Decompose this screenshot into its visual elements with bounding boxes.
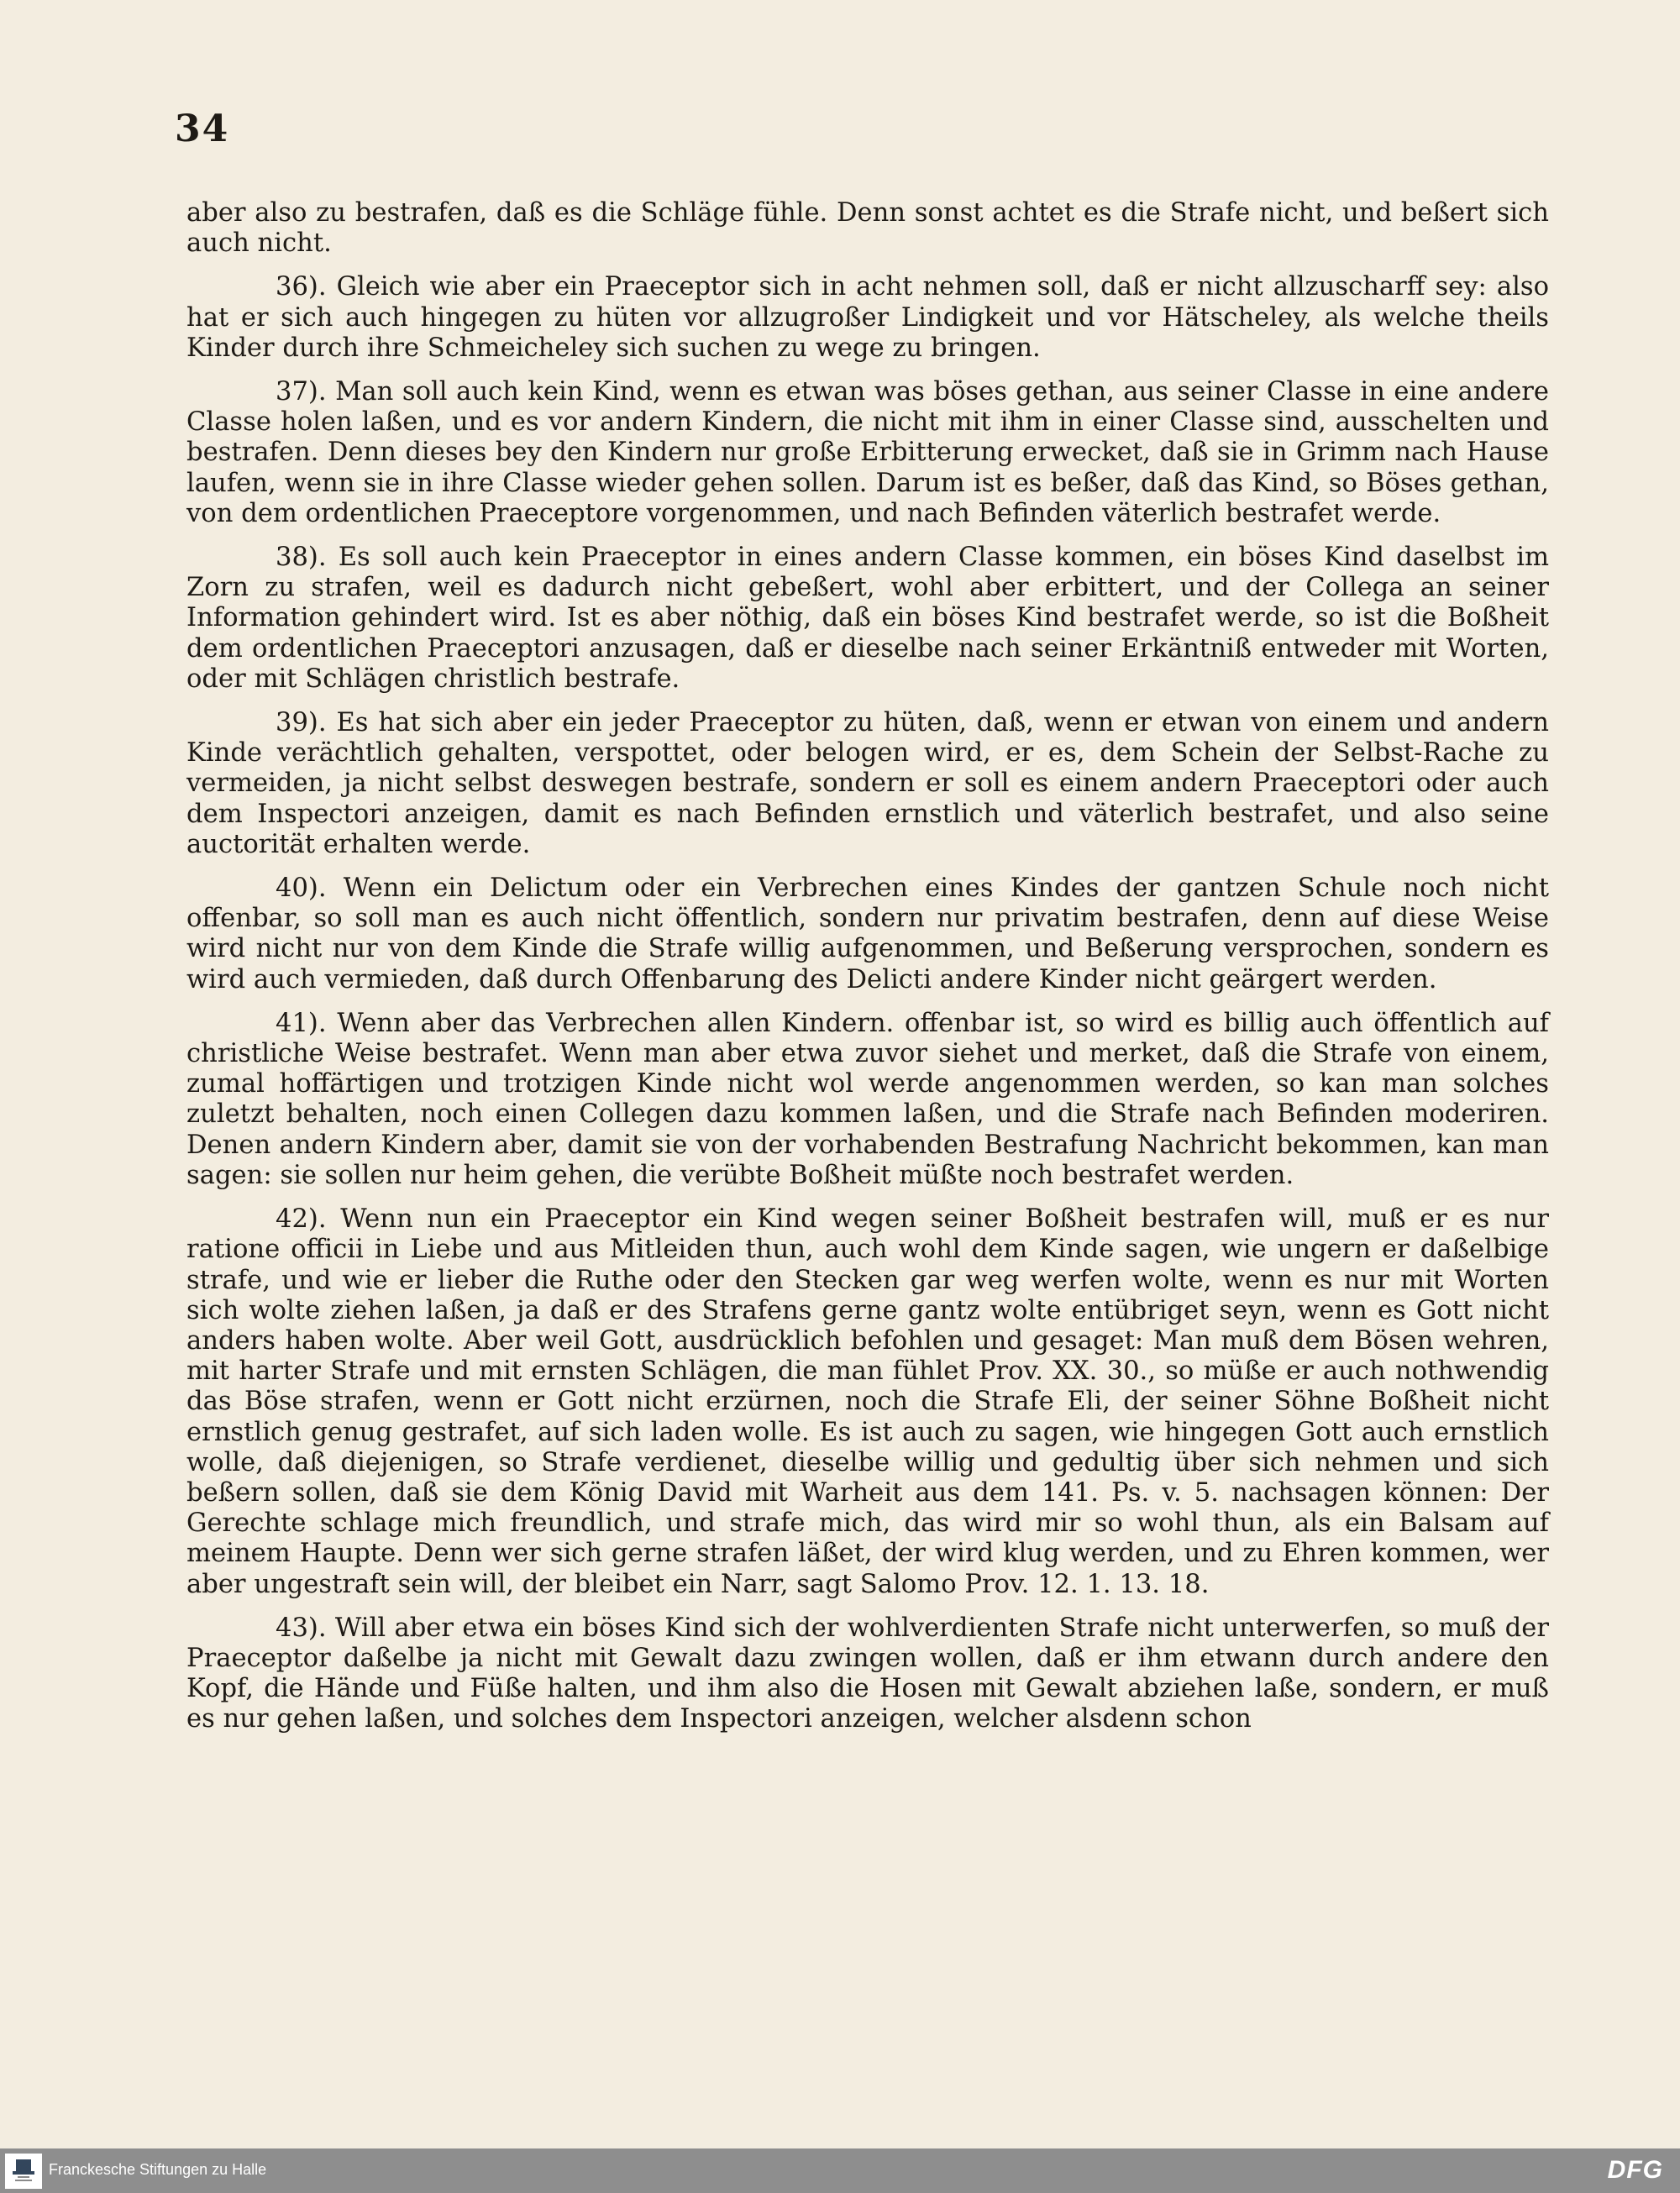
paragraph-39: 39). Es hat sich aber ein jeder Praeceptor zu hüten, daß, wenn er etwan von einem und andern Kinde verächtlich gehalten, verspottet, oder belogen wird, er es, dem Schein der Selbst-Rache zu vermeiden, ja nicht selbst deswegen bestrafe, sondern er soll es einem andern Praeceptori oder auch dem Inspectori anzeigen, damit es nach Befinden ernstlich und väterlich bestrafet, und also seine auctorität erhalten werde. — [186, 708, 1549, 859]
paragraph-43: 43). Will aber etwa ein böses Kind sich der wohlverdienten Strafe nicht unterwerfen, so muß der Praeceptor daßelbe ja nicht mit Gewalt dazu zwingen wollen, daß er ihm etwann durch andere den Kopf, die Hände und Füße halten, und ihm also die Hosen mit Gewalt abziehen laße, sondern, er muß es nur gehen laßen, und solches dem Inspectori anzeigen, welcher alsdenn schon — [186, 1613, 1549, 1734]
page-text — [186, 198, 1549, 1749]
page-number: 34 — [175, 108, 230, 150]
institution-crest-icon — [5, 2154, 42, 2189]
paragraph-37: 37). Man soll auch kein Kind, wenn es etwan was böses gethan, aus seiner Classe in eine andere Classe holen laßen, und es vor andern Kindern, die nicht mit ihm in einer Classe sind, ausschelten und bestrafen. Denn dieses bey den Kindern nur große Erbitterung erwecket, daß sie in Grimm nach Hause laufen, wenn sie in ihre Classe wieder gehen sollen. Darum ist es beßer, daß das Kind, so Böses gethan, von dem ordentlichen Praeceptore vorgenommen, und nach Befinden väterlich bestrafet werde. — [186, 377, 1549, 528]
paragraph-42: 42). Wenn nun ein Praeceptor ein Kind wegen seiner Boßheit bestrafen will, muß er es nur ratione officii in Liebe und aus Mitleiden thun, auch wohl dem Kinde sagen, wie ungern er daßelbige strafe, und wie er lieber die Ruthe oder den Stecken gar weg werfen wolte, wenn es nur mit Worten sich wolte ziehen laßen, ja daß er des Strafens gerne gantz wolte entübriget seyn, wenn es Gott nicht anders haben wolte. Aber weil Gott, ausdrücklich befohlen und gesaget: Man muß dem Bösen wehren, mit harter Strafe und mit ernsten Schlägen, die man fühlet Prov. XX. 30., so müße er auch nothwendig das Böse strafen, wenn er Gott nicht erzürnen, noch die Strafe Eli, der seiner Söhne Boßheit nicht ernstlich genug gestrafet, auf sich laden wolle. Es ist auch zu sagen, wie hingegen Gott auch ernstlich wolle, daß diejenigen, so Strafe verdienet, dieselbe willig und gedultig über sich nehmen und sich beßern sollen, daß sie dem König David mit Warheit aus dem 141. Ps. v. 5. nachsagen können: Der Gerechte schlage mich freundlich, und strafe mich, das wird mir so wohl thun, als ein Balsam auf meinem Haupte. Denn wer sich gerne strafen läßet, der wird klug werden, und zu Ehren kommen, wer aber ungestraft sein will, der bleibet ein Narr, sagt Salomo Prov. 12. 1. 13. 18. — [186, 1204, 1549, 1599]
paragraph-40: 40). Wenn ein Delictum oder ein Verbrechen eines Kindes der gantzen Schule noch nicht offenbar, so soll man es auch nicht öffentlich, sondern nur privatim bestrafen, denn auf diese Weise wird nicht nur von dem Kinde die Strafe willig aufgenommen, und Beßerung versprochen, sondern es wird auch vermieden, daß durch Offenbarung des Delicti andere Kinder nicht geärgert werden. — [186, 874, 1549, 994]
footer-brand-logo: DFG — [1607, 2156, 1663, 2184]
paragraph-36: 36). Gleich wie aber ein Praeceptor sich in acht nehmen soll, daß er nicht allzuscharff sey: also hat er sich auch hingegen zu hüten vor allzugroßer Lindigkeit und vor Hätscheley, als welche theils Kinder durch ihre Schmeicheley sich suchen zu wege zu bringen. — [186, 272, 1549, 363]
paragraph-41: 41). Wenn aber das Verbrechen allen Kindern. offenbar ist, so wird es billig auch öffentlich auf christliche Weise bestrafet. Wenn man aber etwa zuvor siehet und merket, daß die Strafe von einem, zumal hoffärtigen und trotzigen Kinde nicht wol werde angenommen werden, so kan man solches zuletzt behalten, noch einen Collegen dazu kommen laßen, und die Strafe nach Befinden moderiren. Denen andern Kindern aber, damit sie von der vorhabenden Bestrafung Nachricht bekommen, kan man sagen: sie sollen nur heim gehen, die verübte Boßheit müßte noch bestrafet werden. — [186, 1008, 1549, 1190]
footer-bar — [0, 2148, 1680, 2193]
paragraph-38: 38). Es soll auch kein Praeceptor in eines andern Classe kommen, ein böses Kind daselbst im Zorn zu strafen, weil es dadurch nicht gebeßert, wohl aber erbittert, und der Collega an seiner Information gehindert wird. Ist es aber nöthig, daß ein böses Kind bestrafet werde, so ist die Boßheit dem ordentlichen Praeceptori anzusagen, daß er dieselbe nach seiner Erkäntniß entweder mit Worten, oder mit Schlägen christlich bestrafe. — [186, 543, 1549, 694]
footer-institution-label: Franckesche Stiftungen zu Halle — [49, 2161, 267, 2178]
paragraph-continuation: aber also zu bestrafen, daß es die Schläge fühle. Denn sonst achtet es die Strafe nicht, und beßert sich auch nicht. — [186, 198, 1549, 259]
